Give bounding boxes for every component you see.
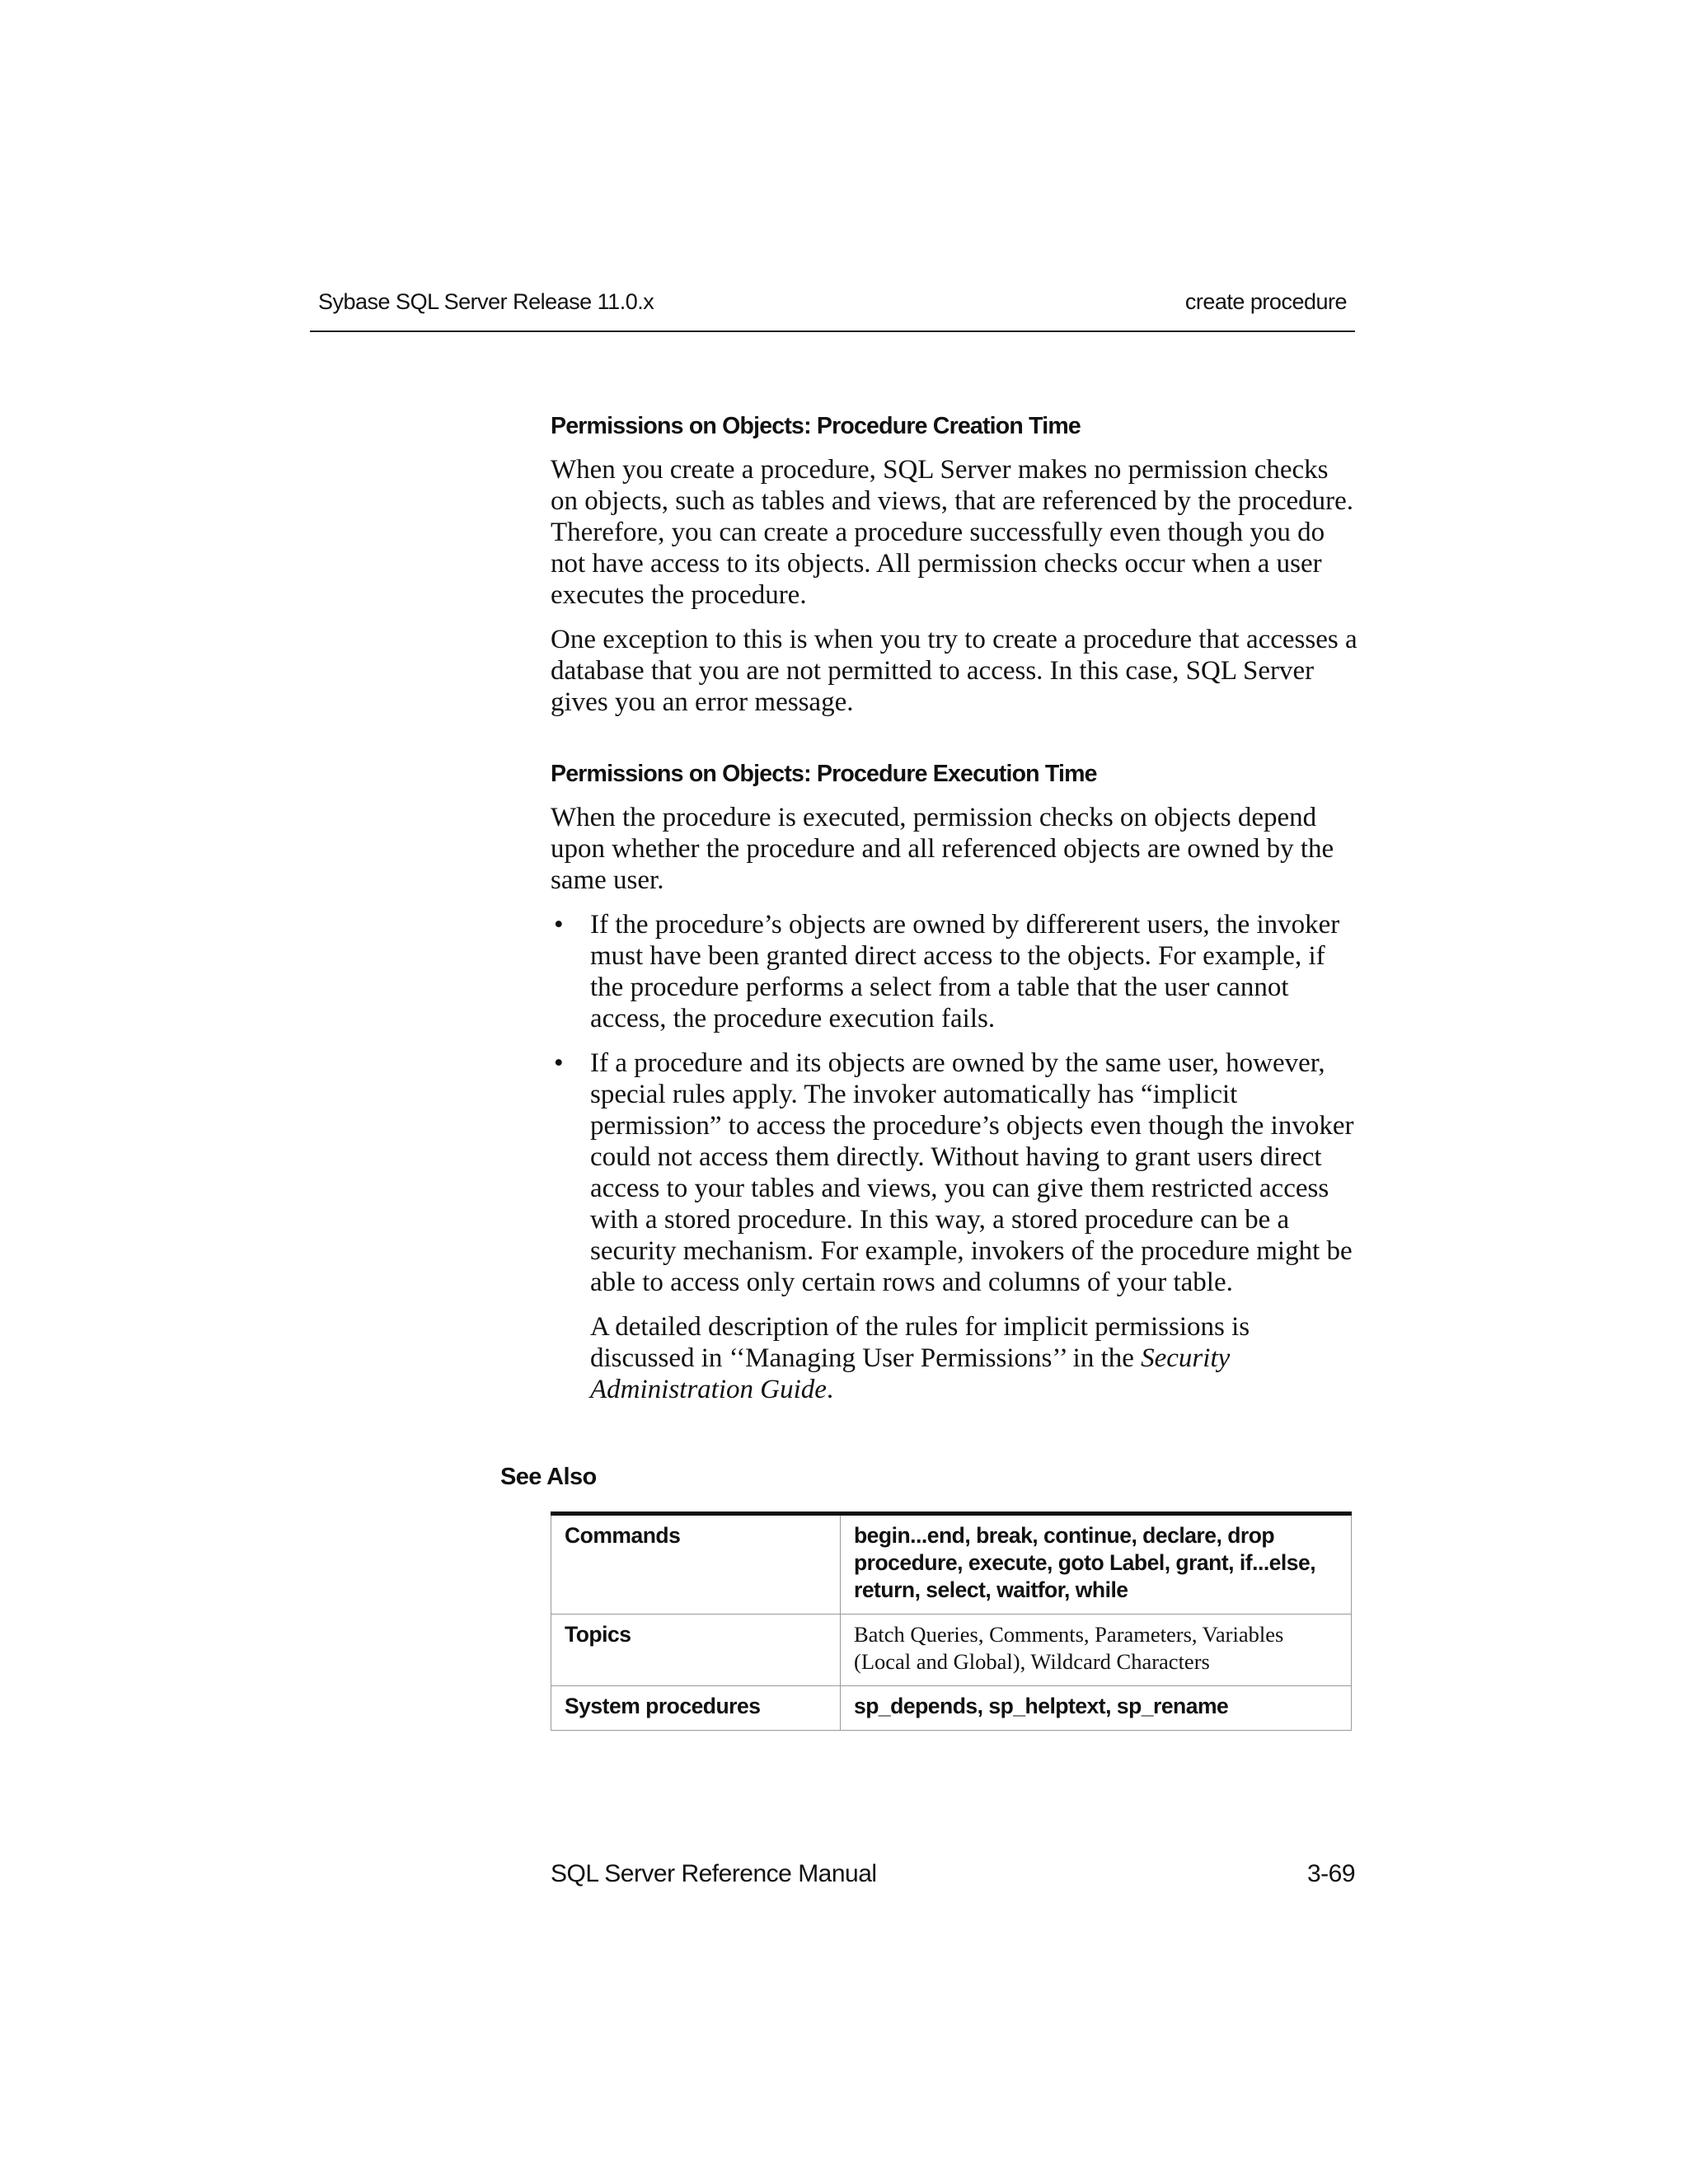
- page-number: 3-69: [1306, 1860, 1355, 1887]
- bullet-icon: •: [554, 1048, 564, 1078]
- bullet-text: If the procedure’s objects are owned by differerent users, the invoker must have been granted direct access to the objects. For example, if the procedure performs a select from a table that the user cannot access, the procedure execution fails.: [590, 910, 1340, 1033]
- note-suffix: .: [826, 1375, 834, 1404]
- main-content: [551, 410, 1358, 1405]
- creation-paragraph-1: When you create a procedure, SQL Server makes no permission checks on objects, such as tables and views, that are referenced by the procedure. Therefore, you can create a procedure successfully even though you do not have access to its objects. All permission checks occur when a user executes the procedure.: [551, 455, 1354, 610]
- table-row: [551, 1686, 1352, 1731]
- list-item: [551, 1047, 1358, 1298]
- header-doc-title: Sybase SQL Server Release 11.0.x: [318, 289, 654, 314]
- execution-intro-paragraph: When the procedure is executed, permission checks on objects depend upon whether the procedure and all referenced objects are owned by the same user.: [551, 803, 1334, 895]
- footer-manual-title: SQL Server Reference Manual: [551, 1860, 877, 1887]
- see-also-heading: See Also: [500, 1464, 597, 1490]
- row-label-system-procedures: System procedures: [551, 1686, 841, 1731]
- guide-title-link-text: Security Administration Guide: [590, 1343, 1231, 1404]
- creation-time-heading: Permissions on Objects: Procedure Creation Time: [551, 413, 1081, 439]
- see-also-table: [551, 1511, 1352, 1731]
- bullet-text: If a procedure and its objects are owned by the same user, however, special rules apply. The invoker automatically has “implicit permission” to access the procedure’s objects even though the invoker could not access them directly. Without having to grant users direct access to your tables and views, you can give them restricted access with a stored procedure. In this way, a stored procedure can be a security mechanism. For example, invokers of the procedure might be able to access only certain rows and columns of your table.: [590, 1048, 1354, 1297]
- bullet-icon: •: [554, 910, 564, 940]
- row-value-topics: Batch Queries, Comments, Parameters, Variables (Local and Global), Wildcard Characters: [841, 1615, 1352, 1686]
- execution-bullet-list: [551, 909, 1358, 1298]
- row-value-system-procedures: sp_depends, sp_helptext, sp_rename: [841, 1686, 1352, 1731]
- page-header: [310, 288, 1355, 332]
- header-section-title: create procedure: [1184, 289, 1347, 314]
- row-label-commands: Commands: [551, 1514, 841, 1615]
- row-value-commands: begin...end, break, continue, declare, drop procedure, execute, goto Label, grant, if...else, return, select, waitfor, while: [841, 1514, 1352, 1615]
- execution-time-heading: Permissions on Objects: Procedure Execution Time: [551, 761, 1097, 787]
- table-row: [551, 1615, 1352, 1686]
- creation-paragraph-2: One exception to this is when you try to create a procedure that accesses a database that you are not permitted to access. In this case, SQL Server gives you an error message.: [551, 625, 1357, 717]
- implicit-permissions-note: [551, 1311, 1358, 1405]
- note-text: A detailed description of the rules for implicit permissions is discussed in ‘‘Managing User Permissions’’ in the: [590, 1312, 1250, 1373]
- list-item: [551, 909, 1358, 1034]
- row-label-topics: Topics: [551, 1615, 841, 1686]
- table-row: [551, 1514, 1352, 1615]
